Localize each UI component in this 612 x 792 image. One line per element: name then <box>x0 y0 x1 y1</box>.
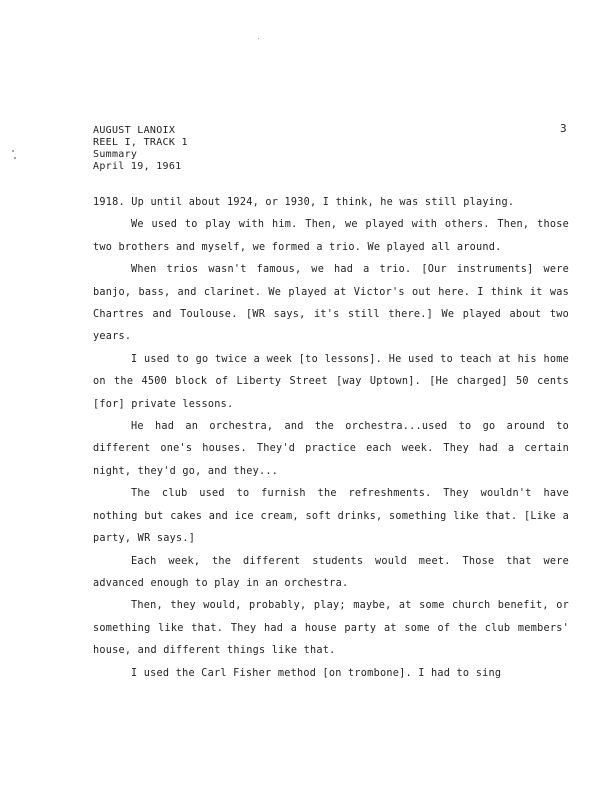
page-number: 3 <box>560 122 567 135</box>
reel-track: REEL I, TRACK 1 <box>93 137 188 148</box>
paragraph: 1918. Up until about 1924, or 1930, I think, he was still playing. <box>93 197 515 208</box>
document-header <box>93 125 188 173</box>
scan-speck <box>258 38 259 39</box>
scan-speck <box>12 150 14 152</box>
interview-date: April 19, 1961 <box>93 161 182 172</box>
paragraph: He had an orchestra, and the orchestra...used to go around to different one's houses. They'd practice each week. They had a certain night, they'd go, and they... <box>93 421 569 477</box>
paragraph: Each week, the different students would meet. Those that were advanced enough to play in an orchestra. <box>93 555 569 589</box>
paragraph: The club used to furnish the refreshments. They wouldn't have nothing but cakes and ice cream, soft drinks, something like that. [Like a party, WR says.] <box>93 488 569 545</box>
paragraph: I used the Carl Fisher method [on trombone]. I had to sing <box>131 667 502 679</box>
paragraph: We used to play with him. Then, we played with others. Then, those two brothers and myself, we formed a trio. We played all around. <box>93 219 569 253</box>
paragraph: I used to go twice a week [to lessons]. He used to teach at his home on the 4500 block of Liberty Street [way Uptown]. [He charged] 50 cents [for] private lessons. <box>93 353 569 410</box>
paragraph: Then, they would, probably, play; maybe, at some church benefit, or something like that. They had a house party at some of the club members' house, and different things like that. <box>93 600 569 657</box>
transcript-body <box>93 192 569 685</box>
interviewee-name: AUGUST LANOIX <box>93 125 176 136</box>
document-type: Summary <box>93 149 138 160</box>
scan-speck <box>14 157 16 159</box>
paragraph: When trios wasn't famous, we had a trio. [Our instruments] were banjo, bass, and clarinet. We played at Victor's out here. I think it was Chartres and Toulouse. [WR says, it's still there.] We played about two years. <box>93 264 569 343</box>
